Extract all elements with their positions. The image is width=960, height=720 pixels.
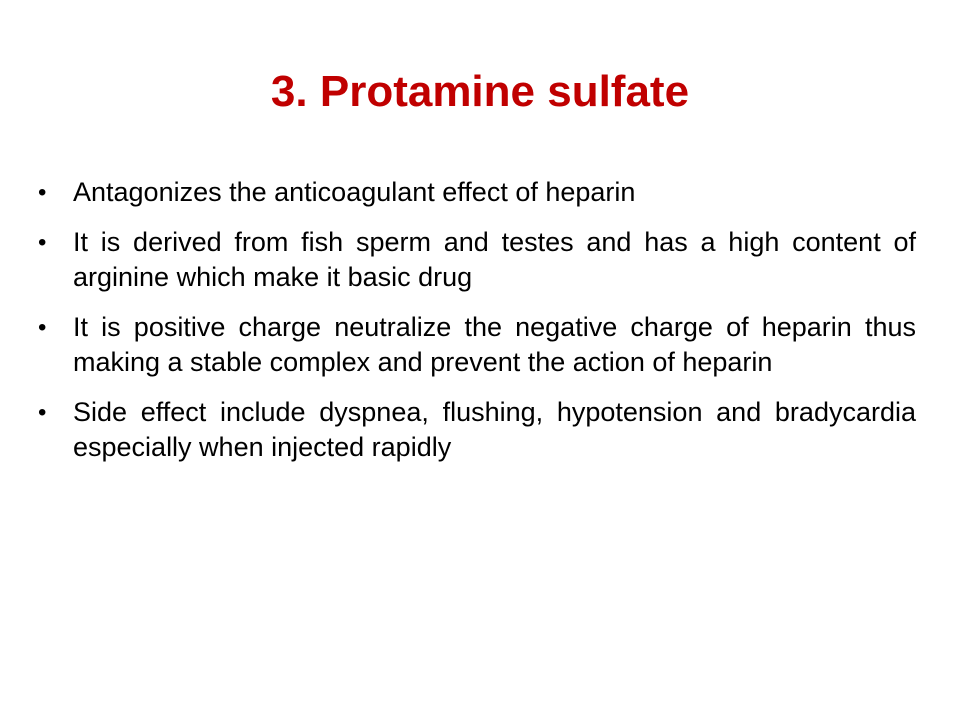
bullet-list (38, 175, 916, 480)
bullet-icon: • (38, 399, 47, 426)
bullet-text: Antagonizes the anticoagulant effect of heparin (73, 177, 636, 207)
bullet-icon: • (38, 229, 47, 256)
bullet-text: It is positive charge neutralize the negative charge of heparin thus making a stable complex and prevent the action of heparin (73, 312, 916, 377)
bullet-text: It is derived from fish sperm and testes and has a high content of arginine which make it basic drug (73, 227, 916, 292)
bullet-item (38, 175, 916, 210)
bullet-text: Side effect include dyspnea, flushing, hypotension and bradycardia especially when injected rapidly (73, 397, 916, 462)
bullet-icon: • (38, 314, 47, 341)
slide-title: 3. Protamine sulfate (270, 67, 690, 116)
bullet-item (38, 225, 916, 295)
bullet-icon: • (38, 179, 47, 206)
bullet-item (38, 310, 916, 380)
bullet-item (38, 395, 916, 465)
